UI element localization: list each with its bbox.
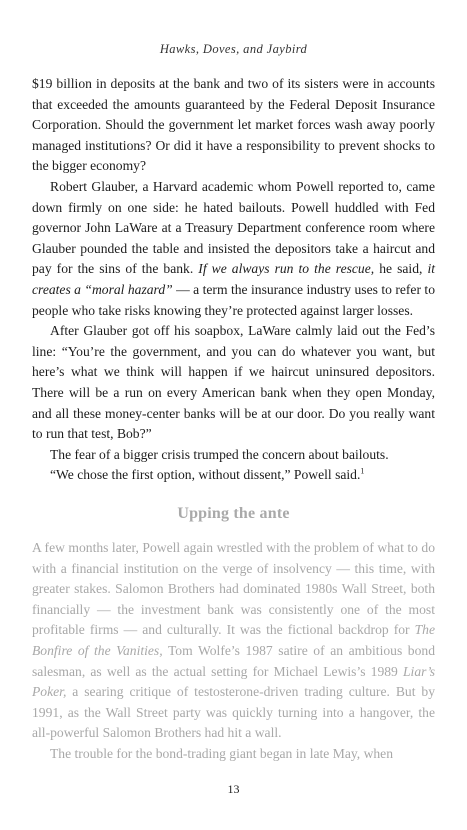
paragraph-6: A few months later, Powell again wrestled with the problem of what to do with a financial institution on the verge of insolvency — this time, with greater stakes. Salomon Brothers had dominated 1980s Wall Street, both financially — the investment bank was consistently one of the most profitable firms — and culturally. It was the fictional backdrop for The Bonfire of the Vanities, Tom Wolfe’s 1987 satire of an ambitious bond salesman, as well as the actual setting for Michael Lewis’s 1989 Liar’s Poker, a searing critique of testosterone-driven trading culture. But by 1991, as the Wall Street party was quickly turning into a hangover, the all-powerful Salomon Brothers had hit a wall.	[32, 540, 435, 741]
faded-body-text	[32, 538, 435, 765]
paragraph-2: Robert Glauber, a Harvard academic whom Powell reported to, came down firmly on one side: he hated bailouts. Powell huddled with Fed governor John LaWare at a Treasury Department conference room where Glauber pounded the table and insisted the depositors take a haircut and pay for the sins of the bank. If we always run to the rescue, he said, it creates a “moral hazard” — a term the insurance industry uses to refer to people who take risks knowing they’re protected against larger losses.	[32, 178, 435, 318]
paragraph-3: After Glauber got off his soapbox, LaWare calmly laid out the Fed’s line: “You’re the government, and you can do whatever you want, but here’s what we think will happen if we haircut uninsured depositors. There will be a run on every American bank when they open Monday, and all these money-center banks will be at our door. Do you really want to run that test, Bob?”	[32, 323, 435, 442]
page-number: 13	[227, 782, 240, 796]
paragraph-4: The fear of a bigger crisis trumped the concern about bailouts.	[50, 446, 389, 462]
paragraph-1: $19 billion in deposits at the bank and two of its sisters were in accounts that exceeded the amounts guaranteed by the Federal Deposit Insurance Corporation. Should the government let market forces wash away poorly managed institutions? Or did it have a responsibility to prevent shocks to the bigger economy?	[32, 76, 435, 174]
running-head: Hawks, Doves, and Jaybird	[159, 42, 308, 56]
section-heading: Upping the ante	[177, 505, 290, 522]
body-text	[32, 74, 435, 486]
paragraph-5: “We chose the first option, without dissent,” Powell said.$^1$	[50, 466, 365, 483]
footnote-marker: 1	[360, 466, 365, 476]
paragraph-7: The trouble for the bond-trading giant began in late May, when	[50, 745, 394, 761]
